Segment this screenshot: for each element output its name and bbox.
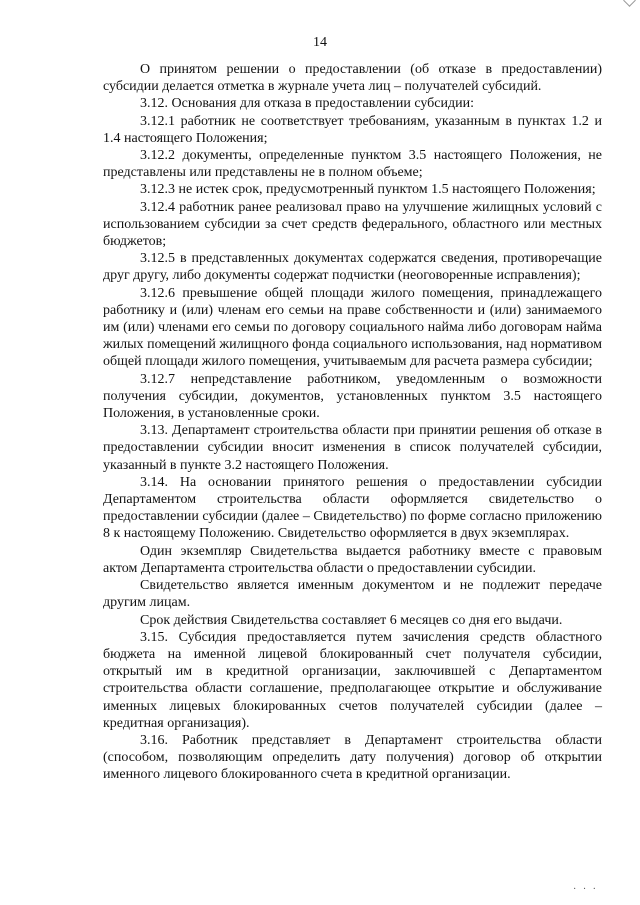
paragraph: 3.12. Основания для отказа в предоставлении субсидии: bbox=[140, 96, 475, 112]
document-body bbox=[103, 61, 602, 784]
paragraph: 3.12.2 документы, определенные пунктом 3.5 настоящего Положения, не представлены или представлены не в полном объеме; bbox=[103, 148, 602, 181]
paragraph: 3.12.7 непредставление работником, уведомленным о возможности получения субсидии, документов, установленных пунктом 3.5 настоящего Положения, в установленные сроки. bbox=[103, 371, 602, 422]
paragraph: Свидетельство является именным документом и не подлежит передаче другим лицам. bbox=[103, 578, 602, 611]
paragraph: 3.14. На основании принятого решения о предоставлении субсидии Департаментом строительства области оформляется свидетельство о предоставлении субсидии (далее – Свидетельство) по форме согласно приложению 8 к настоящему Положению. Свидетельство оформляется в двух экземплярах. bbox=[103, 474, 602, 542]
paragraph: 3.12.4 работник ранее реализовал право на улучшение жилищных условий с использованием субсидии за счет средств федерального, областного или местных бюджетов; bbox=[103, 199, 602, 250]
paragraph: 3.13. Департамент строительства области при принятии решения об отказе в предоставлении субсидии вносит изменения в список получателей субсидии, указанный в пункте 3.2 настоящего Положения. bbox=[103, 423, 602, 473]
paragraph: 3.15. Субсидия предоставляется путем зачисления средств областного бюджета на именной лицевой блокированный счет получателя субсидии, открытый им в кредитной организации, заключившей с Департаментом строительства области соглашение, предполагающее открытие и обслуживание именных лицевых блокированных счетов получателей субсидии (далее – кредитная организация). bbox=[103, 629, 602, 731]
paragraph: Срок действия Свидетельства составляет 6 месяцев со дня его выдачи. bbox=[140, 612, 563, 628]
corner-mark bbox=[623, 0, 636, 7]
paragraph: 3.12.6 превышение общей площади жилого помещения, принадлежащего работнику и (или) членам его семьи на праве собственности и (или) занимаемого им (или) членами его семьи по договору социального найма либо договорам найма жилых помещений жилищного фонда социального использования, над нормативом общей площади жилого помещения, учитываемым для расчета размера субсидии; bbox=[103, 285, 602, 370]
paragraph: 3.12.1 работник не соответствует требованиям, указанным в пунктах 1.2 и 1.4 настоящего Положения; bbox=[103, 113, 602, 146]
scan-mark: · · · bbox=[573, 884, 598, 895]
paragraph: Один экземпляр Свидетельства выдается работнику вместе с правовым актом Департамента строительства области о предоставлении субсидии. bbox=[103, 543, 602, 576]
paragraph: 3.16. Работник представляет в Департамент строительства области (способом, позволяющим определить дату получения) договор об открытии именного лицевого блокированного счета в кредитной организации. bbox=[103, 732, 602, 783]
paragraph: О принятом решении о предоставлении (об отказе в предоставлении) субсидии делается отметка в журнале учета лиц – получателей субсидий. bbox=[103, 62, 602, 95]
paragraph: 3.12.3 не истек срок, предусмотренный пунктом 1.5 настоящего Положения; bbox=[140, 182, 596, 198]
paragraph: 3.12.5 в представленных документах содержатся сведения, противоречащие друг другу, либо документы содержат подчистки (неоговоренные исправления); bbox=[103, 251, 602, 284]
page-number: 14 bbox=[313, 35, 327, 50]
